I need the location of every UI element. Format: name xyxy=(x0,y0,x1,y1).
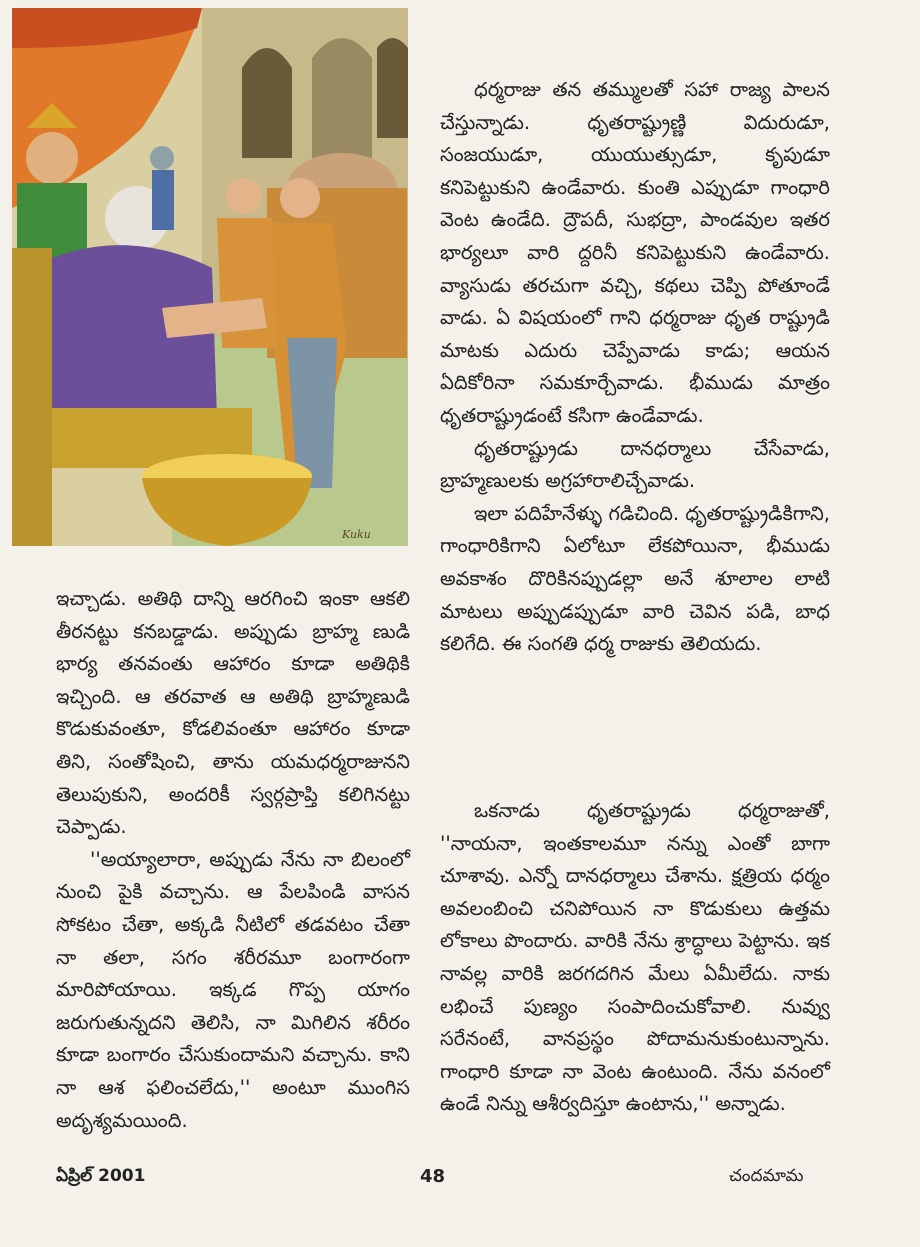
magazine-name: చందమామ xyxy=(729,1166,804,1186)
paragraph: ''అయ్యాలారా, అప్పుడు నేను నా బిలంలో నుంచి పైకి వచ్చాను. ఆ పేలపిండి వాసన సోకటం చేతా, అక్కడి నీటిలో తడవటం చేతా నా తలా, సగం శరీరమూ బంగారంగా మారిపోయాయి. ఇక్కడ గొప్ప యాగం జరుగుతున్నదని తెలిసి, నా మిగిలిన శరీరం కూడా బంగారం చేసుకుందామని వచ్చాను. కాని నా ఆశ ఫలించలేదు,'' అంటూ ముంగిస అదృశ్యమయింది. xyxy=(56,847,410,1132)
paragraph: ఇచ్చాడు. అతిథి దాన్ని ఆరగించి ఇంకా ఆకలి తీరనట్టు కనబడ్డాడు. అప్పుడు బ్రాహ్మ ణుడి భార్య తనవంతు ఆహారం కూడా అతిథికి ఇచ్చింది. ఆ తరవాత ఆ అతిథి బ్రాహ్మణుడి కొడుకువంతూ, కోడలివంతూ ఆహారం కూడా తిని, సంతోషించి, తాను యమధర్మరాజునని తెలుపుకుని, అందరికీ స్వర్గప్రాప్తి కలిగినట్టు చెప్పాడు. xyxy=(56,587,410,839)
artist-signature: Kuku xyxy=(342,528,371,541)
story-text-right-top xyxy=(440,74,830,661)
paragraph: ఇలా పదిహేనేళ్ళు గడిచింది. ధృతరాష్ట్రుడికిగాని, గాంధారికిగాని ఏలోటూ లేకపోయినా, భీముడు అవకాశం దొరికినప్పుడల్లా అనే శూలాల లాటి మాటలు అప్పుడప్పుడూ వారి చెవిన పడి, బాధ కలిగేది. ఈ సంగతి ధర్మ రాజుకు తెలియదు. xyxy=(440,501,830,656)
story-illustration xyxy=(12,8,408,546)
story-text-right-bottom xyxy=(440,795,830,1121)
paragraph: ధృతరాష్ట్రుడు దానధర్మాలు చేసేవాడు, బ్రాహ్మణులకు అగ్రహారాలిచ్చేవాడు. xyxy=(440,436,830,493)
paragraph: ఒకనాడు ధృతరాష్ట్రుడు ధర్మరాజుతో, ''నాయనా, ఇంతకాలమూ నన్ను ఎంతో బాగా చూశావు. ఎన్నో దానధర్మాలు చేశాను. క్షత్రియ ధర్మం అవలంబించి చనిపోయిన నా కొడుకులు ఉత్తమ లోకాలు పొందారు. వారికి నేను శ్రాద్ధాలు పెట్టాను. ఇక నావల్ల వారికి జరగదగిన మేలు ఏమీలేదు. నాకు లభించే పుణ్యం సంపాదించుకోవాలి. నువ్వు సరేనంటే, వానప్రస్థం పోదామనుకుంటున్నాను. గాంధారి కూడా నా వెంట ఉంటుంది. నేను వనంలో ఉండే నిన్ను ఆశీర్వదిస్తూ ఉంటాను,'' అన్నాడు. xyxy=(440,799,830,1116)
illustration-art xyxy=(12,8,408,546)
issue-date: ఏప్రిల్ 2001 xyxy=(56,1166,146,1186)
paragraph: ధర్మరాజు తన తమ్ములతో సహా రాజ్య పాలన చేస్తున్నాడు. ధృతరాష్ట్రుణ్ణి విదురుడూ, సంజయుడూ, యుయుత్సుడూ, కృపుడూ కనిపెట్టుకుని ఉండేవారు. కుంతి ఎప్పుడూ గాంధారి వెంట ఉండేది. ద్రౌపదీ, సుభద్రా, పాండవుల ఇతర భార్యలూ వారి ద్దరినీ కనిపెట్టుకుని ఉండేవారు. వ్యాసుడు తరచుగా వచ్చి, కథలు చెప్పి పోతూండే వాడు. ఏ విషయంలో గాని ధర్మరాజు ధృత రాష్ట్రుడి మాటకు ఎదురు చెప్పేవాడు కాడు; ఆయన ఏదికోరినా సమకూర్చేవాడు. భీముడు మాత్రం ధృతరాష్ట్రుడంటే కసిగా ఉండేవాడు. xyxy=(440,78,830,427)
page-number: 48 xyxy=(420,1166,446,1187)
story-text-left xyxy=(56,583,410,1137)
